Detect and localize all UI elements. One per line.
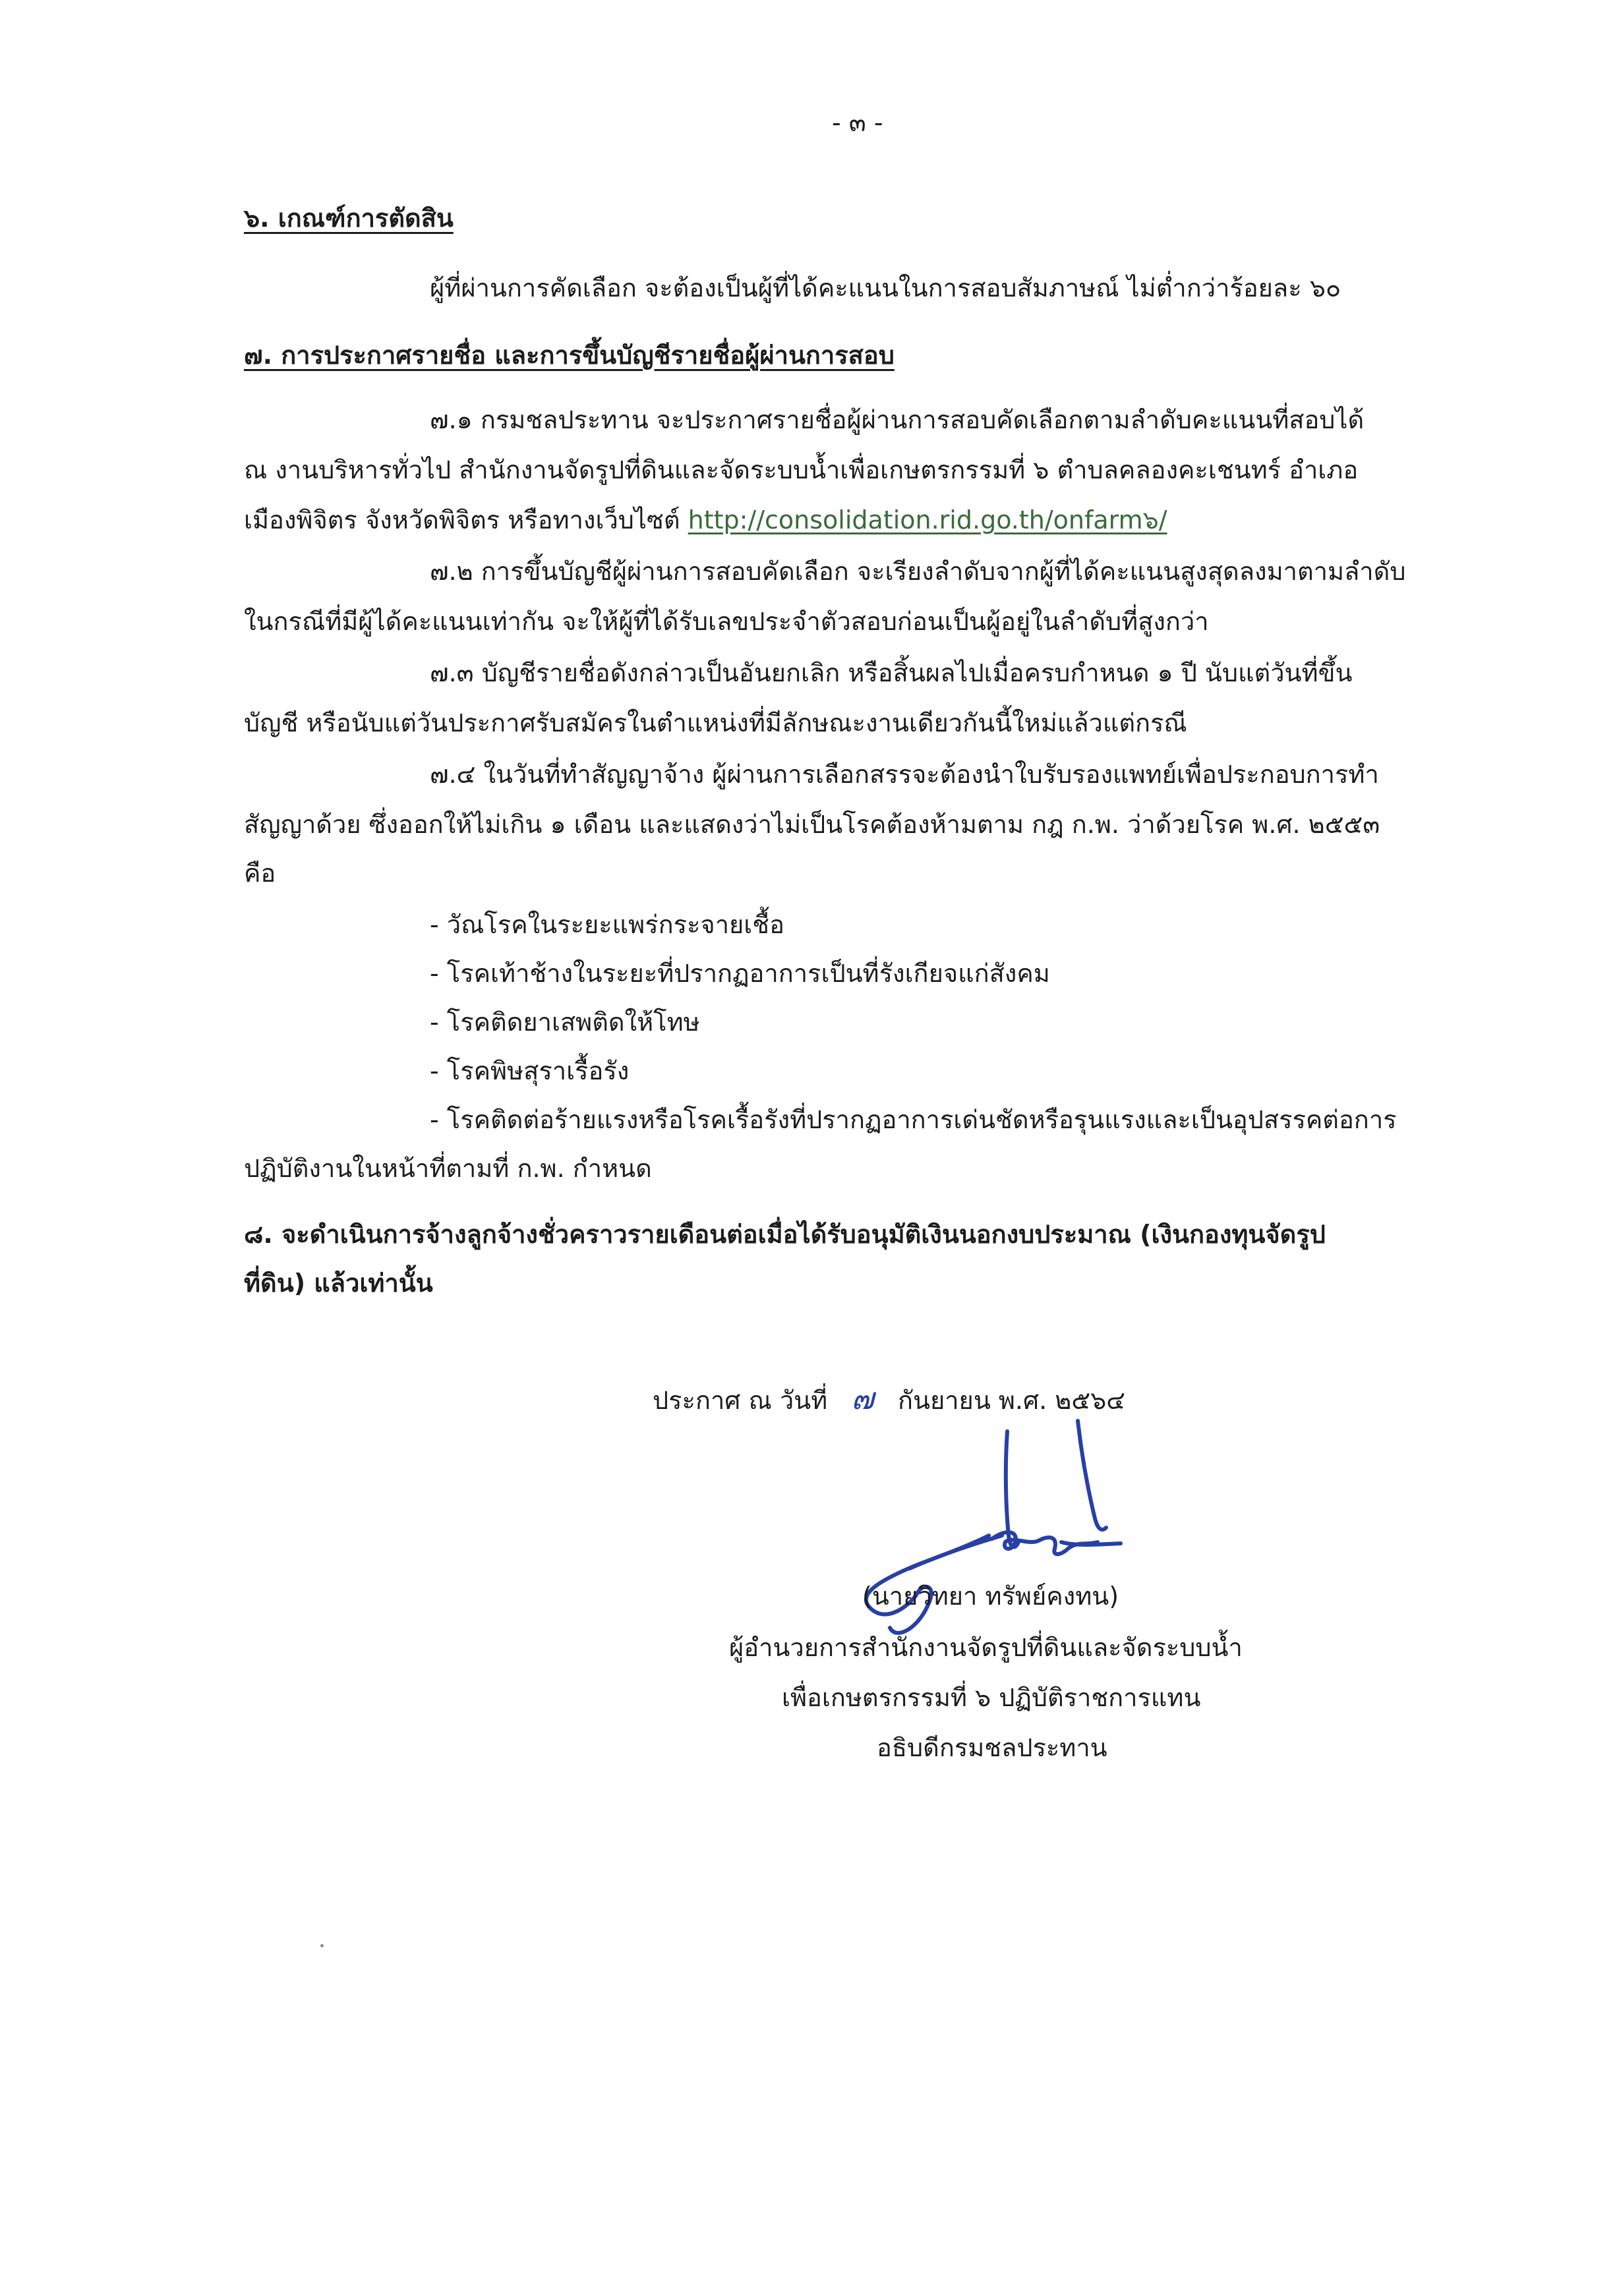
- signer-title-1: ผู้อำนวยการสำนักงานจัดรูปที่ดินและจัดระบบน้ำ: [729, 1633, 1243, 1662]
- section-7-4-line2: สัญญาด้วย ซึ่งออกให้ไม่เกิน ๑ เดือน และแสดงว่าไม่เป็นโรคต้องห้ามตาม กฎ ก.พ. ว่าด้วยโรค พ.ศ. ๒๕๕๓: [244, 810, 1380, 839]
- section-7-1-line3: [244, 503, 1167, 536]
- section-7-1-line2: ณ งานบริหารทั่วไป สำนักงานจัดรูปที่ดินและจัดระบบน้ำเพื่อเกษตรกรรมที่ ๖ ตำบลคลองคะเชนทร์ อำเภอ: [244, 455, 1359, 484]
- announce-suffix: กันยายน พ.ศ. ๒๕๖๔: [897, 1386, 1125, 1415]
- scan-speck: [320, 1944, 324, 1947]
- signer-name: (นายวิทยา ทรัพย์คงทน): [862, 1582, 1119, 1611]
- signer-title-2: เพื่อเกษตรกรรมที่ ๖ ปฏิบัติราชการแทน: [782, 1683, 1201, 1712]
- disease-item: - โรคพิษสุราเรื้อรัง: [430, 1056, 630, 1085]
- section-7-3-line2: บัญชี หรือนับแต่วันประกาศรับสมัครในตำแหน่งที่มีลักษณะงานเดียวกันนี้ใหม่แล้วแต่กรณี: [244, 708, 1187, 737]
- section-7-1-line3-text: เมืองพิจิตร จังหวัดพิจิตร หรือทางเว็บไซต์: [244, 505, 680, 534]
- disease-item: - โรคติดยาเสพติดให้โทษ: [430, 1008, 700, 1037]
- disease-item: - โรคติดต่อร้ายแรงหรือโรคเรื้อรังที่ปรากฏอาการเด่นชัดหรือรุนแรงและเป็นอุปสรรคต่อการ: [430, 1105, 1397, 1134]
- section-8-line1: ๘. จะดำเนินการจ้างลูกจ้างชั่วคราวรายเดือนต่อเมื่อได้รับอนุมัติเงินนอกงบประมาณ (เงินกองทุนจัดรูป: [244, 1220, 1326, 1249]
- section-7-4-line1: ๗.๔ ในวันที่ทำสัญญาจ้าง ผู้ผ่านการเลือกสรรจะต้องนำใบรับรองแพทย์เพื่อประกอบการทำ: [430, 760, 1379, 789]
- section-7-2-line2: ในกรณีที่มีผู้ได้คะแนนเท่ากัน จะให้ผู้ที่ได้รับเลขประจำตัวสอบก่อนเป็นผู้อยู่ในลำดับที่สูงกว่า: [244, 607, 1209, 636]
- section-7-heading: ๗. การประกาศรายชื่อ และการขึ้นบัญชีรายชื่อผู้ผ่านการสอบ: [244, 341, 895, 370]
- announce-prefix: ประกาศ ณ วันที่: [653, 1386, 828, 1415]
- announce-date: [653, 1382, 1125, 1417]
- section-6-text: ผู้ที่ผ่านการคัดเลือก จะต้องเป็นผู้ที่ได้คะแนนในการสอบสัมภาษณ์ ไม่ต่ำกว่าร้อยละ ๖๐: [430, 273, 1341, 302]
- section-7-3-line1: ๗.๓ บัญชีรายชื่อดังกล่าวเป็นอันยกเลิก หรือสิ้นผลไปเมื่อครบกำหนด ๑ ปี นับแต่วันที่ขึ้น: [430, 658, 1353, 687]
- handwritten-day: ๗: [851, 1381, 874, 1416]
- disease-item-continued: ปฏิบัติงานในหน้าที่ตามที่ ก.พ. กำหนด: [244, 1154, 652, 1183]
- page-number: - ๓ -: [832, 108, 883, 137]
- section-7-2-line1: ๗.๒ การขึ้นบัญชีผู้ผ่านการสอบคัดเลือก จะเรียงลำดับจากผู้ที่ได้คะแนนสูงสุดลงมาตามลำดับ: [430, 557, 1406, 586]
- section-8-line2: ที่ดิน) แล้วเท่านั้น: [244, 1269, 433, 1298]
- section-7-1-line1: ๗.๑ กรมชลประทาน จะประกาศรายชื่อผู้ผ่านการสอบคัดเลือกตามลำดับคะแนนที่สอบได้: [430, 405, 1365, 434]
- website-link[interactable]: http://consolidation.rid.go.th/onfarm๖/: [688, 505, 1167, 534]
- signer-title-3: อธิบดีกรมชลประทาน: [877, 1733, 1107, 1762]
- disease-item: - โรคเท้าช้างในระยะที่ปรากฏอาการเป็นที่รังเกียจแก่สังคม: [430, 959, 1050, 988]
- section-6-heading: ๖. เกณฑ์การตัดสิน: [244, 204, 454, 233]
- disease-item: - วัณโรคในระยะแพร่กระจายเชื้อ: [430, 910, 784, 939]
- section-7-4-line3: คือ: [244, 859, 276, 888]
